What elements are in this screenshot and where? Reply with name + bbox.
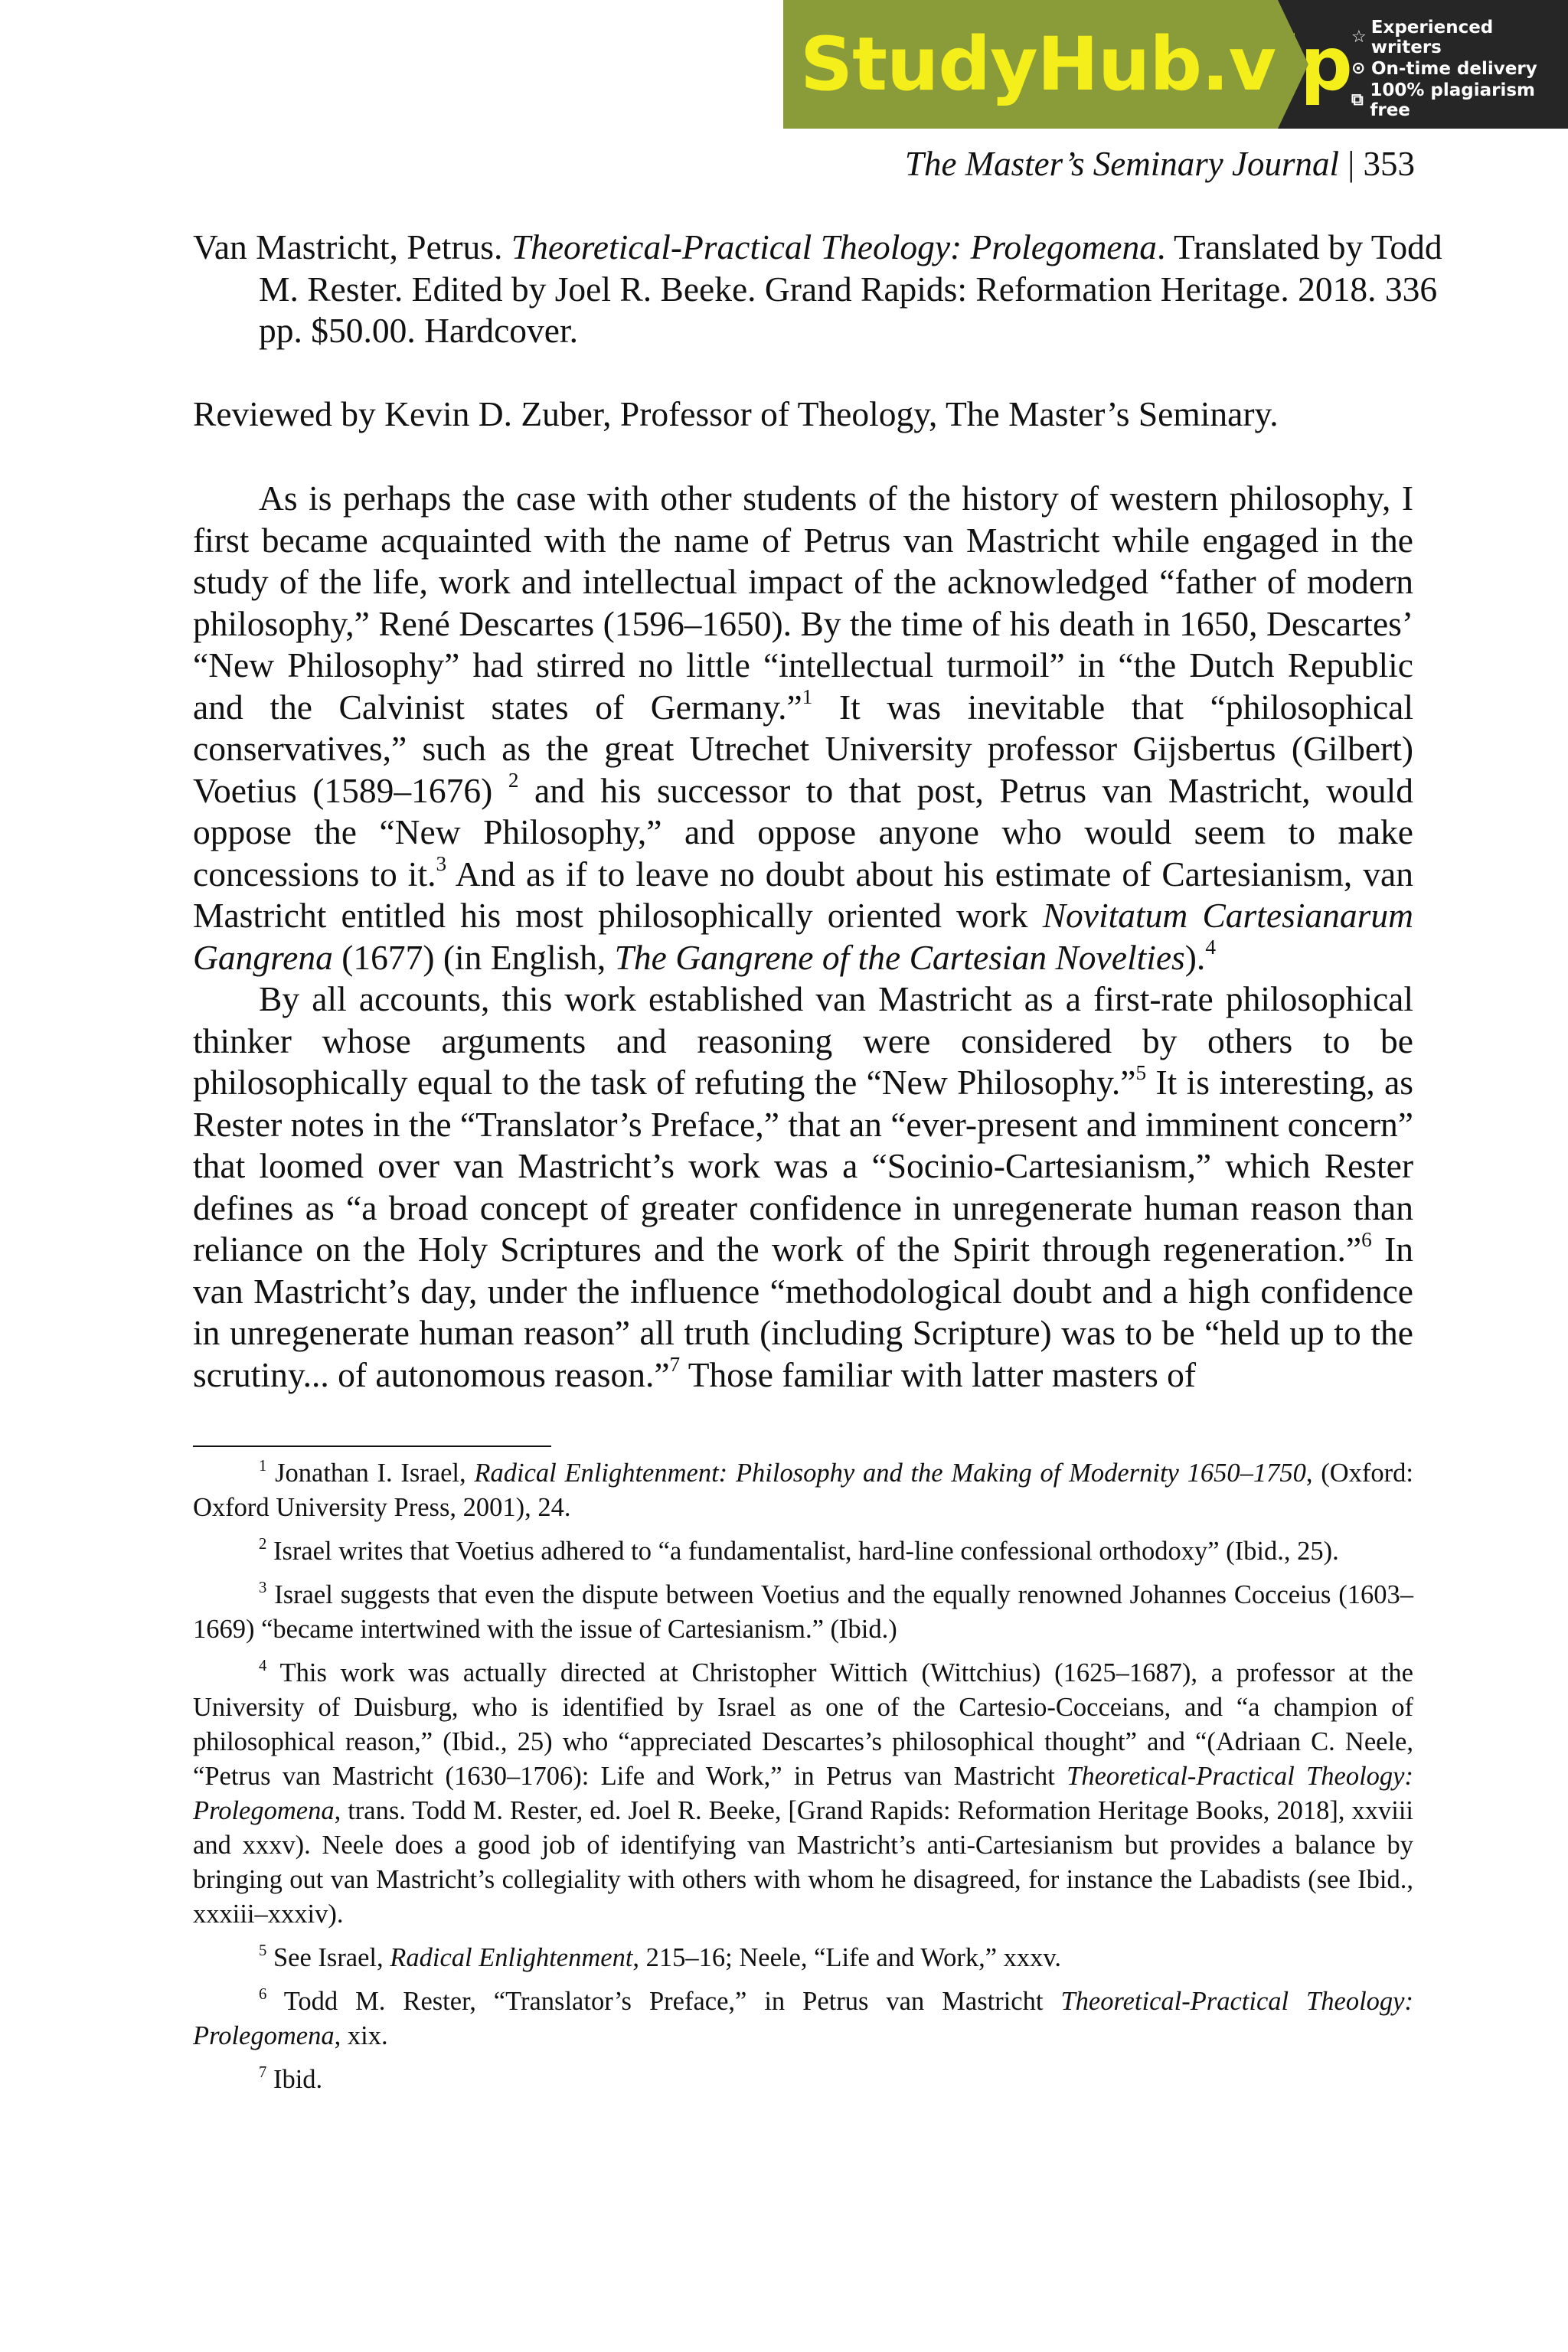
header-separator: | — [1338, 145, 1364, 183]
text-run: As is perhaps the case with other students of the history of western philosophy, I first became acquainted with the name of Petrus van Mastricht while engaged in the study of the life, work and intellectual impact of the acknowledged “father of modern philosophy,” René Descartes (1596–1650). By the time of his death in 1650, Descartes’ “New Philosophy” had stirred no little “intellectual turmoil” in “the Dutch Republic and the Calvinist states of Germany.” — [193, 479, 1413, 727]
footnote-6 — [193, 1984, 1413, 2053]
footnote-ref: 3 — [436, 852, 447, 876]
copy-check-icon: ⧉ — [1351, 90, 1364, 109]
footnote-divider — [193, 1446, 551, 1447]
feature-label: On-time delivery — [1371, 58, 1537, 79]
italic-title: Radical Enlightenment — [390, 1943, 633, 1972]
footnote-number: 1 — [259, 1457, 267, 1475]
footnote-number: 3 — [259, 1579, 267, 1596]
footnote-number: 7 — [259, 2063, 267, 2081]
text-run: See Israel, — [266, 1943, 390, 1972]
feature-experienced-writers — [1351, 17, 1568, 57]
footnote-ref: 7 — [669, 1353, 681, 1377]
text-run: , 215–16; Neele, “Life and Work,” xxxv. — [632, 1943, 1062, 1972]
footnote-ref: 6 — [1361, 1227, 1372, 1251]
text-run: It was inevitable that “philosophical conservatives,” such as the great Utrechet University professor Gijsbertus (Gilbert) Voetius (1589–1676) — [193, 687, 1414, 810]
text-run: ). — [1184, 937, 1206, 977]
italic-title: Radical Enlightenment: Philosophy and the Making of Modernity 1650–1750 — [474, 1459, 1306, 1488]
text-run: Todd M. Rester, “Translator’s Preface,” in Petrus van Mastricht — [266, 1987, 1061, 2016]
studyhub-logo: StudyHub.vip — [800, 21, 1352, 107]
reviewer-line: Reviewed by Kevin D. Zuber, Professor of Theology, The Master’s Seminary. — [193, 394, 1279, 433]
text-run: This work was actually directed at Christopher Wittich (Wittchius) (1625–1687), a professor at the University of Duisburg, who is identified by Israel as one of the Cartesio-Cocceians, and “a champion of philosophical reason,” (Ibid., 25) who “appreciated Descartes’s philosophical thought” and “(Adriaan C. Neele, “Petrus van Mastricht (1630–1706): Life and Work,” in Petrus van Mastricht — [193, 1658, 1413, 1791]
text-run: In van Mastricht’s day, under the influence “methodological doubt and a high confidence in unregenerate human reason” all truth (including Scripture) was to be “held up to the scrutiny... of autonomous reason.” — [193, 1230, 1413, 1394]
footnote-number: 4 — [259, 1657, 267, 1674]
footnote-ref: 1 — [802, 685, 813, 709]
text-run: , trans. Todd M. Rester, ed. Joel R. Beeke, [Grand Rapids: Reformation Heritage Books, 2018], xxviii and xxxv). Neele does a good job of identifying van Mastricht’s anti-Cartesianism but provides a balance by bringing out van Mastricht’s collegiality with others with whom he disagreed, for instance the Labadists (see Ibid., xxxiii–xxxiv). — [193, 1796, 1413, 1929]
text-run: Israel suggests that even the dispute between Voetius and the equally renowned Johannes Cocceius (1603–1669) “became intertwined with the issue of Cartesianism.” (Ibid.) — [193, 1580, 1413, 1644]
banner-chevron-shape — [1278, 0, 1308, 129]
text-run: , xix. — [334, 2021, 388, 2050]
footnote-1 — [193, 1456, 1413, 1525]
review-body — [193, 478, 1413, 1396]
footnote-2 — [193, 1534, 1413, 1569]
journal-title: The Master’s Seminary Journal — [904, 145, 1339, 183]
clock-icon: ⊙ — [1351, 59, 1366, 78]
footnotes — [193, 1456, 1413, 2106]
footnote-number: 6 — [259, 1985, 267, 2003]
feature-label: 100% plagiarism free — [1370, 80, 1536, 120]
footnote-4 — [193, 1656, 1413, 1932]
footnote-5 — [193, 1941, 1413, 1975]
book-citation — [193, 227, 1479, 352]
feature-plagiarism-free — [1351, 80, 1568, 120]
footnote-number: 5 — [259, 1942, 267, 1959]
footnote-ref: 2 — [508, 769, 519, 792]
studyhub-banner[interactable] — [783, 0, 1568, 129]
paragraph-2 — [193, 978, 1413, 1396]
text-run: , (Oxford: Oxford University Press, 2001), 24. — [193, 1459, 1413, 1522]
italic-title: Theoretical-Practical Theology: Prolegomena — [193, 1987, 1413, 2050]
citation-details: . Translated by Todd M. Rester. Edited by Joel R. Beeke. Grand Rapids: Reformation Heritage. 2018. 336 pp. $50.00. Hardcover. — [259, 227, 1442, 350]
citation-author: Van Mastricht, Petrus. — [193, 227, 511, 266]
text-run: By all accounts, this work established van Mastricht as a first-rate philosophical thinker whose arguments and reasoning were considered by others to be philosophically equal to the task of refuting the “New Philosophy.” — [193, 979, 1413, 1102]
text-run: It is interesting, as Rester notes in the “Translator’s Preface,” that an “ever-present and imminent concern” that loomed over van Mastricht’s work was a “Socinio-Cartesianism,” which Rester defines as “a broad concept of greater confidence in unregenerate human reason than reliance on the Holy Scriptures and the work of the Spirit through regeneration.” — [193, 1063, 1413, 1269]
text-run: And as if to leave no doubt about his estimate of Cartesianism, van Mastricht entitled his most philosophically oriented work — [193, 854, 1413, 935]
footnote-3 — [193, 1578, 1413, 1647]
text-run: Jonathan I. Israel, — [266, 1459, 475, 1488]
feature-label: Experienced writers — [1370, 17, 1494, 57]
italic-title: The Gangrene of the Cartesian Novelties — [614, 937, 1185, 977]
footnote-ref: 5 — [1135, 1060, 1147, 1084]
footnote-7 — [193, 2063, 1413, 2097]
text-run: (1677) (in English, — [332, 937, 615, 977]
text-run: Ibid. — [266, 2065, 323, 2094]
footnote-ref: 4 — [1205, 936, 1216, 959]
text-run: Those familiar with latter masters of — [680, 1354, 1197, 1394]
footnote-number: 2 — [259, 1535, 267, 1553]
star-outline-icon: ☆ — [1351, 28, 1367, 47]
text-run: and his successor to that post, Petrus van Mastricht, would oppose the “New Philosophy,” and oppose anyone who would seem to make concessions to it. — [193, 770, 1413, 893]
banner-logo-panel — [783, 0, 1352, 129]
running-head — [905, 144, 1415, 184]
italic-title: Novitatum Cartesianarum Gangrena — [193, 896, 1413, 977]
paragraph-1 — [193, 478, 1413, 978]
text-run: Israel writes that Voetius adhered to “a fundamentalist, hard-line confessional orthodoxy” (Ibid., 25). — [266, 1537, 1339, 1566]
italic-title: Theoretical-Practical Theology: Prolegomena — [193, 1762, 1413, 1825]
page-number: 353 — [1363, 145, 1415, 183]
citation-title: Theoretical-Practical Theology: Prolegomena — [511, 227, 1158, 266]
